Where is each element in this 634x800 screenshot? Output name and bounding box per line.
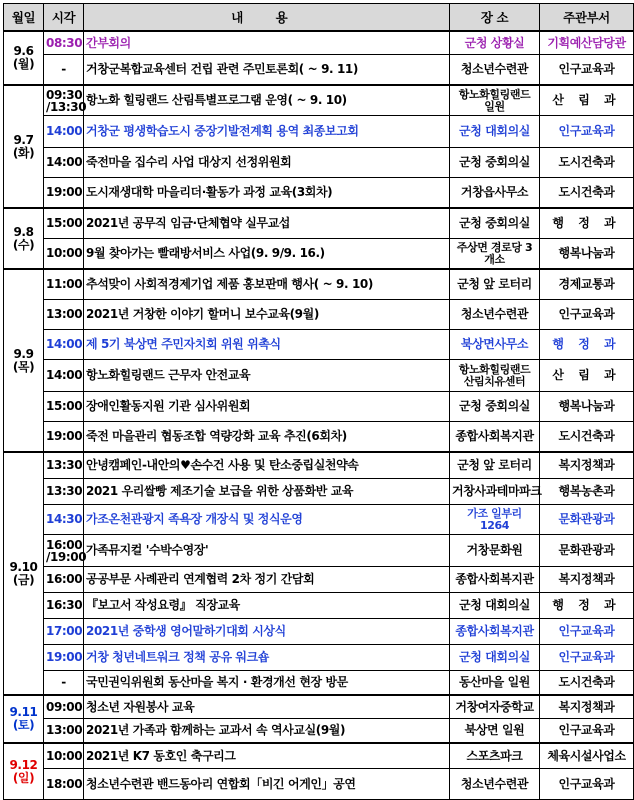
event-dept: 인구교육과 <box>540 116 634 148</box>
schedule-row <box>4 178 634 209</box>
event-place: 군청 중회의실 <box>450 392 540 422</box>
day-date: 9.8 <box>13 224 34 239</box>
schedule-row <box>4 269 634 300</box>
event-content: 2021년 공무직 임금·단체협약 실무교섭 <box>84 208 450 239</box>
event-content: 국민권익위원회 동산마을 복지 · 환경개선 현장 방문 <box>84 671 450 696</box>
event-dept: 도시건축과 <box>540 148 634 178</box>
day-date: 9.10 <box>9 559 38 574</box>
schedule-row <box>4 695 634 719</box>
event-content: 죽전마을 집수리 사업 대상지 선정위원회 <box>84 148 450 178</box>
header-place: 장 소 <box>450 4 540 32</box>
event-place: 군청 앞 로터리 <box>450 269 540 300</box>
event-content: 2021년 가족과 함께하는 교과서 속 역사교실(9월) <box>84 719 450 744</box>
event-content: 2021 우리쌀빵 제조기술 보급을 위한 상품화반 교육 <box>84 479 450 505</box>
event-time: 14:00 <box>44 360 84 392</box>
event-dept: 도시건축과 <box>540 422 634 453</box>
event-dept: 문화관광과 <box>540 535 634 567</box>
event-content: 안녕캠페인-내안의♥손수건 사용 및 탄소중립실천약속 <box>84 452 450 479</box>
schedule-row <box>4 479 634 505</box>
event-time: 16:30 <box>44 593 84 619</box>
event-place: 종합사회복지관 <box>450 619 540 645</box>
day-date-cell <box>4 743 44 800</box>
event-content: 『보고서 작성요령』 직장교육 <box>84 593 450 619</box>
event-content: 가조온천관광지 족욕장 개장식 및 정식운영 <box>84 505 450 535</box>
event-time: 08:30 <box>44 31 84 55</box>
day-date-cell <box>4 208 44 269</box>
event-content: 거창 청년네트워크 정책 공유 워크숍 <box>84 645 450 671</box>
event-content: 2021년 K7 동호인 축구리그 <box>84 743 450 769</box>
event-time: 10:00 <box>44 743 84 769</box>
day-weekday: (일) <box>12 770 35 785</box>
event-dept: 기획예산담당관 <box>540 31 634 55</box>
day-weekday: (토) <box>12 718 35 732</box>
event-place: 군청 대회의실 <box>450 593 540 619</box>
event-time: 19:00 <box>44 422 84 453</box>
event-dept: 인구교육과 <box>540 55 634 86</box>
event-content: 도시재생대학 마을리더·활동가 과정 교육(3회차) <box>84 178 450 209</box>
event-time: 19:00 <box>44 178 84 209</box>
event-dept: 인구교육과 <box>540 645 634 671</box>
event-place: 거창읍사무소 <box>450 178 540 209</box>
event-time: 19:00 <box>44 645 84 671</box>
event-dept: 행복나눔과 <box>540 392 634 422</box>
event-place: 주상면 경로당 3개소 <box>450 239 540 270</box>
event-time: 14:30 <box>44 505 84 535</box>
event-content: 청소년 자원봉사 교육 <box>84 695 450 719</box>
event-dept: 인구교육과 <box>540 300 634 330</box>
schedule-row <box>4 85 634 116</box>
event-dept: 복지정책과 <box>540 567 634 593</box>
event-dept: 경제교통과 <box>540 269 634 300</box>
event-dept: 행 정 과 <box>540 593 634 619</box>
event-dept: 산 림 과 <box>540 85 634 116</box>
event-dept: 복지정책과 <box>540 452 634 479</box>
day-date: 9.7 <box>13 132 34 147</box>
event-content: 가족뮤지컬 '수박수영장' <box>84 535 450 567</box>
event-dept: 행복나눔과 <box>540 239 634 270</box>
day-date: 9.12 <box>9 757 38 772</box>
event-time: 15:00 <box>44 208 84 239</box>
event-place: 거창사과테마파크 <box>450 479 540 505</box>
event-time: - <box>44 671 84 696</box>
event-dept: 인구교육과 <box>540 769 634 800</box>
event-content: 청소년수련관 밴드동아리 연합회「비긴 어게인」공연 <box>84 769 450 800</box>
event-place: 군청 대회의실 <box>450 116 540 148</box>
event-place: 청소년수련관 <box>450 300 540 330</box>
event-dept: 인구교육과 <box>540 619 634 645</box>
day-weekday: (금) <box>12 572 35 587</box>
event-time: 09:00 <box>44 695 84 719</box>
header-content: 내 용 <box>84 4 450 32</box>
event-time: 17:00 <box>44 619 84 645</box>
event-dept: 산 림 과 <box>540 360 634 392</box>
schedule-row <box>4 645 634 671</box>
schedule-row <box>4 505 634 535</box>
event-content: 항노화힐링랜드 근무자 안전교육 <box>84 360 450 392</box>
event-dept: 인구교육과 <box>540 719 634 744</box>
event-dept: 행 정 과 <box>540 208 634 239</box>
day-date-cell <box>4 31 44 85</box>
event-time: 18:00 <box>44 769 84 800</box>
day-date: 9.9 <box>13 346 34 361</box>
event-time: 13:00 <box>44 300 84 330</box>
schedule-row <box>4 535 634 567</box>
event-place: 군청 상황실 <box>450 31 540 55</box>
day-date-cell <box>4 452 44 695</box>
event-place: 북상면 일원 <box>450 719 540 744</box>
event-time: 16:00 /19:00 <box>44 535 84 567</box>
event-content: 2021년 거창한 이야기 할머니 보수교육(9월) <box>84 300 450 330</box>
header-date: 월일 <box>4 4 44 32</box>
event-content: 제 5기 북상면 주민자치회 위원 위촉식 <box>84 330 450 360</box>
schedule-row <box>4 452 634 479</box>
day-date: 9.6 <box>13 44 34 58</box>
event-content: 공공부문 사례관리 연계협력 2차 정기 간담회 <box>84 567 450 593</box>
event-place: 스포츠파크 <box>450 743 540 769</box>
event-dept: 행복농촌과 <box>540 479 634 505</box>
schedule-row <box>4 769 634 800</box>
day-date-cell <box>4 695 44 743</box>
schedule-table <box>3 3 634 800</box>
event-content: 간부회의 <box>84 31 450 55</box>
schedule-row <box>4 208 634 239</box>
event-time: 11:00 <box>44 269 84 300</box>
event-time: 13:00 <box>44 719 84 744</box>
event-place: 군청 대회의실 <box>450 645 540 671</box>
event-place: 청소년수련관 <box>450 769 540 800</box>
event-content: 항노화 힐링랜드 산림특별프로그램 운영( ~ 9. 10) <box>84 85 450 116</box>
event-dept: 도시건축과 <box>540 671 634 696</box>
schedule-row <box>4 239 634 270</box>
event-content: 장애인활동지원 기관 심사위원회 <box>84 392 450 422</box>
schedule-row <box>4 567 634 593</box>
day-weekday: (목) <box>12 359 35 374</box>
day-date-cell <box>4 269 44 452</box>
event-time: 14:00 <box>44 116 84 148</box>
header-dept: 주관부서 <box>540 4 634 32</box>
event-place: 군청 앞 로터리 <box>450 452 540 479</box>
header-row <box>4 4 634 32</box>
schedule-row <box>4 619 634 645</box>
schedule-row <box>4 392 634 422</box>
event-place: 종합사회복지관 <box>450 422 540 453</box>
event-place: 항노화힐링랜드 산림치유센터 <box>450 360 540 392</box>
event-content: 2021년 중학생 영어말하기대회 시상식 <box>84 619 450 645</box>
event-content: 죽전 마을관리 협동조합 역량강화 교육 추진(6회차) <box>84 422 450 453</box>
schedule-body <box>4 31 634 800</box>
schedule-row <box>4 300 634 330</box>
event-place: 청소년수련관 <box>450 55 540 86</box>
day-date: 9.11 <box>9 705 38 719</box>
schedule-row <box>4 116 634 148</box>
event-content: 거창군복합교육센터 건립 관련 주민토론회( ~ 9. 11) <box>84 55 450 86</box>
event-time: 14:00 <box>44 330 84 360</box>
event-dept: 문화관광과 <box>540 505 634 535</box>
day-date-cell <box>4 85 44 208</box>
event-time: 16:00 <box>44 567 84 593</box>
event-time: 15:00 <box>44 392 84 422</box>
event-place: 가조 일부리 1264 <box>450 505 540 535</box>
event-place: 북상면사무소 <box>450 330 540 360</box>
event-time: 10:00 <box>44 239 84 270</box>
day-weekday: (수) <box>12 237 35 252</box>
event-place: 거창문화원 <box>450 535 540 567</box>
event-dept: 복지정책과 <box>540 695 634 719</box>
event-dept: 체육시설사업소 <box>540 743 634 769</box>
event-place: 동산마을 일원 <box>450 671 540 696</box>
schedule-row <box>4 31 634 55</box>
event-time: 13:30 <box>44 479 84 505</box>
event-time: 13:30 <box>44 452 84 479</box>
schedule-row <box>4 148 634 178</box>
event-dept: 도시건축과 <box>540 178 634 209</box>
day-weekday: (화) <box>12 145 35 160</box>
event-dept: 행 정 과 <box>540 330 634 360</box>
day-weekday: (월) <box>12 57 35 71</box>
header-time: 시각 <box>44 4 84 32</box>
event-place: 군청 중회의실 <box>450 208 540 239</box>
schedule-row <box>4 422 634 453</box>
schedule-row <box>4 330 634 360</box>
schedule-row <box>4 671 634 696</box>
event-place: 군청 중회의실 <box>450 148 540 178</box>
schedule-row <box>4 360 634 392</box>
event-content: 추석맞이 사회적경제기업 제품 홍보판매 행사( ~ 9. 10) <box>84 269 450 300</box>
event-place: 거창여자중학교 <box>450 695 540 719</box>
event-time: 14:00 <box>44 148 84 178</box>
event-content: 9월 찾아가는 빨래방서비스 사업(9. 9/9. 16.) <box>84 239 450 270</box>
event-time: 09:30 /13:30 <box>44 85 84 116</box>
event-content: 거창군 평생학습도시 중장기발전계획 용역 최종보고회 <box>84 116 450 148</box>
event-time: - <box>44 55 84 86</box>
event-place: 종합사회복지관 <box>450 567 540 593</box>
schedule-row <box>4 55 634 86</box>
schedule-row <box>4 743 634 769</box>
schedule-row <box>4 719 634 744</box>
schedule-row <box>4 593 634 619</box>
event-place: 항노화힐링랜드 일원 <box>450 85 540 116</box>
